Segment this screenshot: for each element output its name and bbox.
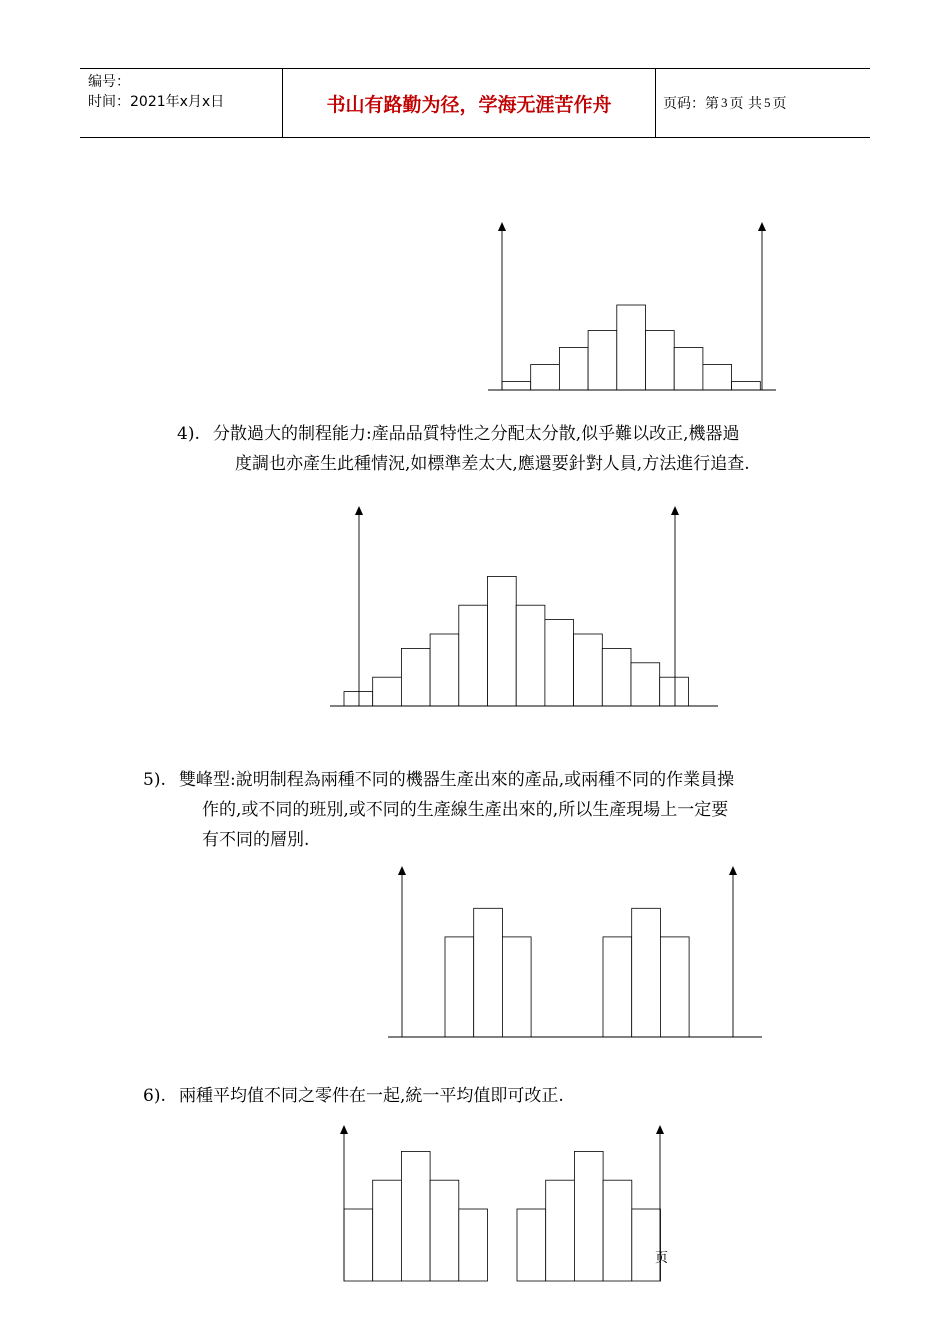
histogram-bar-0-1: [373, 1180, 402, 1281]
header-motto: 书山有路勤为径，学海无涯苦作舟: [326, 93, 612, 116]
section-5-line-2: 作的,或不同的班別,或不同的生產線生產出來的,所以生產現場上一定要: [202, 800, 729, 820]
histogram-bar-1-0: [517, 1209, 546, 1281]
histogram-bar-0-0: [344, 1209, 373, 1281]
histogram-bar-0-3: [430, 1180, 459, 1281]
page-current: 3: [721, 95, 728, 110]
section-5-line-1: 雙峰型:說明制程為兩種不同的機器生產出來的產品,或兩種不同的作業員操: [179, 770, 735, 790]
page-suffix: 页: [772, 96, 787, 112]
lower-spec-axis-arrowhead: [340, 1125, 348, 1134]
section-5-number: 5).: [143, 770, 166, 790]
histogram-bar-1-2: [574, 1151, 603, 1281]
histogram-bar-1-4: [632, 1209, 661, 1281]
histogram-bar-0-4: [459, 1209, 488, 1281]
header-number-label: 编号：: [88, 74, 130, 90]
section-4-line-1: 分散過大的制程能力:產品品質特性之分配太分散,似乎難以改正,機器過: [213, 424, 740, 444]
histogram-bar-0-2: [401, 1151, 430, 1281]
histogram-bar-1-1: [546, 1180, 575, 1281]
section-4-number: 4).: [177, 424, 200, 444]
section-6-number: 6).: [143, 1086, 166, 1106]
upper-spec-axis-arrowhead: [656, 1125, 664, 1134]
section-4-line-2: 度調也亦產生此種情況,如標準差太大,應還要針對人員,方法進行追查.: [235, 454, 750, 474]
histogram-bar-1-3: [603, 1180, 632, 1281]
section-6-line-1: 兩種平均值不同之零件在一起,統一平均值即可改正.: [179, 1086, 564, 1106]
section-5-line-3: 有不同的層別.: [202, 830, 310, 850]
page-total: 5: [763, 95, 771, 110]
page-prefix: 页码：第: [663, 96, 719, 112]
header-time-label: 时间：2021年x月x日: [88, 94, 225, 110]
footer-page-mark: 页: [655, 1251, 669, 1266]
page-mid: 页 共: [729, 96, 762, 112]
